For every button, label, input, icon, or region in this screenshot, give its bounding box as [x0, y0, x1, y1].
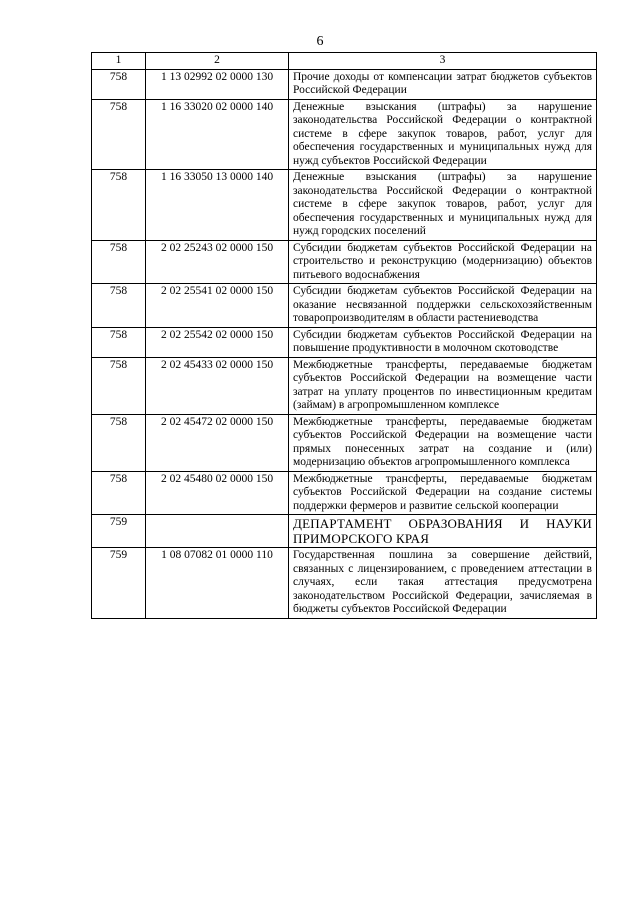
- table-row: [92, 284, 597, 328]
- table-row: [92, 471, 597, 515]
- department-name-cell: ДЕПАРТАМЕНТ ОБРАЗОВАНИЯ И НАУКИ ПРИМОРСКОГО КРАЯ: [289, 515, 597, 548]
- table-row: [92, 357, 597, 414]
- revenue-code-cell: 1 16 33050 13 0000 140: [146, 170, 289, 241]
- admin-code-cell: 758: [92, 284, 146, 328]
- revenue-name-cell: Денежные взыскания (штрафы) за нарушение законодательства Российской Федерации о контрактной системе в сфере закупок товаров, работ, услуг для обеспечения государственных и муниципальных нужд для нужд городских поселений: [289, 170, 597, 241]
- table-row: [92, 515, 597, 548]
- revenue-code-cell: [146, 515, 289, 548]
- table-row: [92, 548, 597, 619]
- revenue-codes-table: [91, 52, 597, 619]
- revenue-name-cell: Субсидии бюджетам субъектов Российской Федерации на строительство и реконструкцию (модернизацию) объектов питьевого водоснабжения: [289, 240, 597, 284]
- admin-code-cell: 758: [92, 99, 146, 170]
- admin-code-cell: 759: [92, 548, 146, 619]
- revenue-code-cell: 1 08 07082 01 0000 110: [146, 548, 289, 619]
- column-header-2: 2: [146, 53, 289, 70]
- admin-code-cell: 758: [92, 69, 146, 99]
- revenue-name-cell: Государственная пошлина за совершение действий, связанных с лицензированием, с проведением аттестации в случаях, если такая аттестация предусмотрена законодательством Российской Федерации, зачисляемая в бюджеты субъектов Российской Федерации: [289, 548, 597, 619]
- table-header-row: [92, 53, 597, 70]
- revenue-code-cell: 1 13 02992 02 0000 130: [146, 69, 289, 99]
- admin-code-cell: 758: [92, 357, 146, 414]
- revenue-code-cell: 2 02 45472 02 0000 150: [146, 414, 289, 471]
- table-row: [92, 69, 597, 99]
- admin-code-cell: 758: [92, 471, 146, 515]
- admin-code-cell: 759: [92, 515, 146, 548]
- revenue-code-cell: 2 02 25541 02 0000 150: [146, 284, 289, 328]
- page-number: 6: [316, 34, 324, 49]
- revenue-code-cell: 2 02 45433 02 0000 150: [146, 357, 289, 414]
- table-row: [92, 414, 597, 471]
- revenue-code-cell: 2 02 45480 02 0000 150: [146, 471, 289, 515]
- revenue-name-cell: Субсидии бюджетам субъектов Российской Федерации на оказание несвязанной поддержки сельскохозяйственным товаропроизводителям в области растениеводства: [289, 284, 597, 328]
- admin-code-cell: 758: [92, 240, 146, 284]
- admin-code-cell: 758: [92, 327, 146, 357]
- column-header-3: 3: [289, 53, 597, 70]
- revenue-name-cell: Межбюджетные трансферты, передаваемые бюджетам субъектов Российской Федерации на возмещение части затрат на уплату процентов по инвестиционным кредитам (займам) в агропромышленном комплексе: [289, 357, 597, 414]
- table-row: [92, 99, 597, 170]
- revenue-name-cell: Денежные взыскания (штрафы) за нарушение законодательства Российской Федерации о контрактной системе в сфере закупок товаров, работ, услуг для обеспечения государственных и муниципальных нужд для нужд субъектов Российской Федерации: [289, 99, 597, 170]
- revenue-code-cell: 2 02 25542 02 0000 150: [146, 327, 289, 357]
- admin-code-cell: 758: [92, 170, 146, 241]
- admin-code-cell: 758: [92, 414, 146, 471]
- revenue-code-cell: 2 02 25243 02 0000 150: [146, 240, 289, 284]
- revenue-name-cell: Прочие доходы от компенсации затрат бюджетов субъектов Российской Федерации: [289, 69, 597, 99]
- table-row: [92, 327, 597, 357]
- table-row: [92, 170, 597, 241]
- revenue-name-cell: Субсидии бюджетам субъектов Российской Федерации на повышение продуктивности в молочном скотоводстве: [289, 327, 597, 357]
- column-header-1: 1: [92, 53, 146, 70]
- revenue-code-cell: 1 16 33020 02 0000 140: [146, 99, 289, 170]
- table-row: [92, 240, 597, 284]
- revenue-name-cell: Межбюджетные трансферты, передаваемые бюджетам субъектов Российской Федерации на создание системы поддержки фермеров и развитие сельской кооперации: [289, 471, 597, 515]
- revenue-name-cell: Межбюджетные трансферты, передаваемые бюджетам субъектов Российской Федерации на возмещение части прямых понесенных затрат на создание и (или) модернизацию объектов агропромышленного комплекса: [289, 414, 597, 471]
